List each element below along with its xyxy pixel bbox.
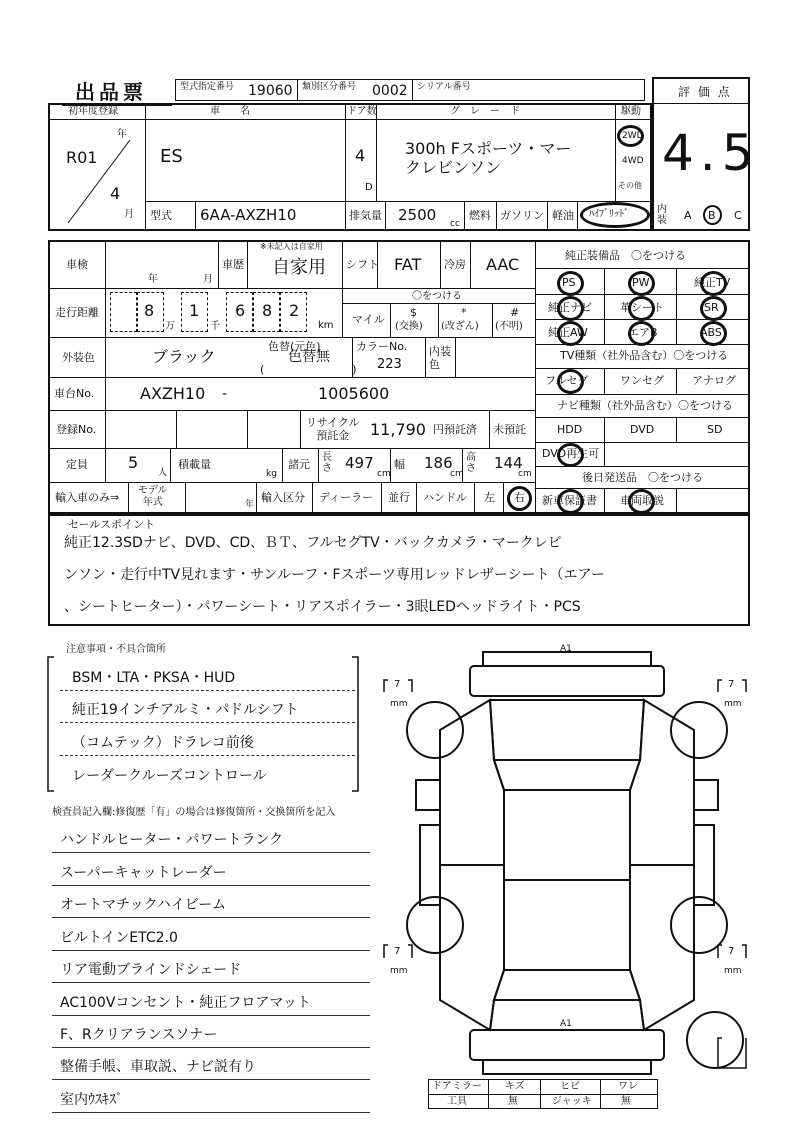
tv-title: TV種類（社外品含む）〇をつける — [560, 349, 729, 362]
equip-aw: 純正AW — [548, 326, 588, 339]
width-cm: cm — [450, 469, 464, 479]
recycle-unit: 円預託済 — [433, 423, 477, 436]
tread-rl-value: 7 — [394, 946, 401, 957]
recycle-pending: 未預託 — [493, 423, 526, 436]
inspection-year-unit: 年 — [148, 274, 158, 285]
load-label: 積載量 — [178, 458, 211, 471]
inspector-line-3: オートマチックハイビーム — [60, 897, 227, 913]
mileage-digit-1: 8 — [144, 301, 155, 320]
width-label: 幅 — [394, 458, 405, 471]
inspector-line-2: スーパーキャットレーダー — [60, 865, 227, 881]
acc-row-3: ジャッキ — [552, 1096, 592, 1107]
import-type-label: 輸入区分 — [261, 491, 305, 504]
navi-dvd-playback-circle — [557, 443, 584, 467]
tread-fl-unit: mm — [390, 699, 408, 709]
equip-sr: SR — [704, 301, 719, 314]
history-note: ※未記入は自家用 — [260, 242, 323, 251]
navi-sd: SD — [707, 423, 723, 436]
serial-label: シリアル番号 — [417, 82, 471, 92]
interior-grade-b: B — [708, 209, 716, 222]
length-value: 497 — [345, 454, 374, 472]
recycle-amount: 11,790 — [370, 420, 426, 439]
acc-header-2: キズ — [505, 1081, 525, 1092]
inspector-line-4: ビルトインETC2.0 — [60, 930, 178, 946]
fuel-hybrid-circle — [580, 202, 650, 228]
equip-airbag: エアB — [628, 326, 658, 339]
fuel-gasoline: ガソリン — [500, 209, 544, 222]
drive-other: その他 — [618, 181, 642, 190]
tread-rr-unit: mm — [724, 966, 742, 976]
handle-left: 左 — [484, 491, 495, 504]
equip-abs-circle — [700, 321, 727, 346]
capacity-value: 5 — [128, 453, 139, 472]
history-label: 車歴 — [222, 258, 244, 271]
tread-rr-value: 7 — [728, 946, 735, 957]
first-reg-year: R01 — [66, 148, 98, 167]
car-body-diagram — [380, 640, 760, 1080]
docs-manual-circle — [628, 489, 655, 514]
model-designation-label: 型式指定番号 — [180, 82, 235, 92]
equip-navi: 純正ナビ — [548, 301, 592, 314]
type-value: 6AA-AXZH10 — [200, 206, 297, 224]
tv-fullseg-circle — [557, 369, 584, 394]
first-reg-month: 4 — [110, 184, 121, 203]
equip-aw-circle — [557, 321, 584, 346]
docs-warranty: 新車保証書 — [542, 494, 597, 507]
front-mark: A1 — [560, 644, 572, 654]
mileage-digit-5: 2 — [289, 301, 300, 320]
equip-abs: ABS — [700, 326, 722, 339]
width-value: 186 — [424, 454, 453, 472]
month-unit: 月 — [124, 209, 134, 220]
navi-dvd: DVD — [630, 423, 655, 436]
tv-fullseg: フルセグ — [545, 374, 589, 387]
drive-2wd-circle — [617, 125, 644, 147]
mileage-digit-3: 6 — [235, 301, 246, 320]
unknown-label: (不明) — [495, 321, 523, 332]
navi-dvd-playback: DVD再生可 — [542, 447, 600, 460]
height-value: 144 — [494, 454, 523, 472]
color-no-label: カラーNo. — [356, 340, 408, 353]
acc-header-1: ドアミラー — [432, 1081, 482, 1092]
history-value: 自家用 — [272, 257, 326, 278]
reg-no-label: 登録No. — [56, 423, 97, 436]
chassis-label: 車台No. — [54, 387, 95, 400]
equip-sr-circle — [700, 296, 727, 321]
interior-grade-a: A — [684, 209, 692, 222]
mileage-km: km — [318, 320, 334, 331]
note-line-1: BSM・LTA・PKSA・HUD — [72, 670, 236, 686]
color-change-value: 色替無 — [288, 349, 330, 365]
ac-label: 冷房 — [444, 258, 466, 271]
acc-row-1: 工具 — [447, 1096, 467, 1107]
exchange-label: (交換) — [395, 321, 423, 332]
equip-tv-circle — [700, 271, 727, 296]
equip-navi-circle — [557, 296, 584, 321]
displacement-value: 2500 — [398, 206, 437, 224]
equip-pw: PW — [632, 276, 650, 289]
inspection-month-unit: 月 — [203, 274, 213, 285]
note-line-3: （コムテック）ドラレコ前後 — [72, 735, 254, 751]
inspector-label: 検査員記入欄:修復歴「有」の場合は修復箇所・交換箇所を記入 — [52, 807, 336, 818]
model-year-unit: 年 — [245, 500, 255, 510]
handle-right: 右 — [514, 491, 525, 504]
tv-oneseg: ワンセグ — [620, 374, 664, 387]
length-label: 長さ — [322, 452, 332, 474]
acc-header-3: ヒビ — [560, 1081, 580, 1092]
equip-tv: 純正TV — [694, 276, 731, 289]
acc-header-4: ワレ — [618, 1081, 638, 1092]
equip-ps-circle — [557, 271, 584, 296]
tread-fr-unit: mm — [724, 699, 742, 709]
doors-label: ドア数 — [347, 106, 377, 117]
shift-label: シフト — [346, 258, 379, 271]
equip-leather: 革シート — [620, 301, 664, 314]
color-no-value: 223 — [377, 357, 402, 372]
doors-suffix: D — [365, 182, 373, 193]
grade-line-1: 300h Fスポーツ・マー — [405, 139, 572, 158]
docs-manual: 車両取説 — [620, 494, 664, 507]
color-label: 外装色 — [62, 351, 95, 364]
car-name: ES — [160, 146, 183, 167]
grade-line-2: クレビンソン — [405, 158, 502, 177]
capacity-label: 定員 — [66, 458, 88, 471]
chassis-dash: - — [222, 386, 228, 402]
docs-title: 後日発送品 〇をつける — [582, 471, 703, 484]
car-name-label: 車 名 — [210, 106, 250, 117]
shift-value: FAT — [394, 255, 422, 274]
notes-label: 注意事項・不具合箇所 — [66, 644, 166, 655]
chassis-number: 1005600 — [318, 384, 390, 403]
chassis-prefix: AXZH10 — [140, 384, 206, 403]
length-cm: cm — [377, 469, 391, 479]
dims-label: 諸元 — [288, 458, 310, 471]
mile-label: マイル — [352, 313, 385, 326]
rear-mark: A1 — [560, 1019, 572, 1029]
color-value: ブラック — [152, 347, 216, 366]
sales-point-line-1: 純正12.3SDナビ、DVD、CD、ＢＴ、フルセグTV・バックカメラ・マークレビ — [64, 535, 562, 551]
handle-label: ハンドル — [423, 491, 467, 504]
inspector-line-1: ハンドルヒーター・パワートランク — [60, 832, 284, 848]
unknown-symbol: # — [510, 306, 520, 319]
recycle-label: リサイクル 預託金 — [306, 416, 360, 442]
mileage-digit-2: 1 — [189, 301, 200, 320]
mileage-digit-4: 8 — [262, 301, 273, 320]
sales-point-line-2: ンソン・走行中TV見れます・サンルーフ・Fスポーツ専用レッドレザーシート（エアー — [64, 567, 606, 583]
ac-value: AAC — [486, 255, 520, 274]
capacity-unit: 人 — [158, 468, 168, 478]
equipment-title: 純正装備品 〇をつける — [565, 249, 686, 262]
first-reg-label: 初年度登録 — [68, 106, 118, 117]
inspector-line-9: 室内ｳｽｷｽﾞ — [60, 1092, 123, 1108]
sales-point-line-3: 、シートヒーター）・パワーシート・リアスポイラー・3眼LEDヘッドライト・PCS — [64, 599, 581, 615]
mileage-sen: 千 — [210, 321, 220, 332]
interior-grade-c: C — [734, 209, 742, 222]
mileage-man: 万 — [165, 321, 175, 332]
tampered-symbol: * — [461, 306, 467, 319]
score-value: 4.5 — [662, 124, 760, 182]
tread-fl-value: 7 — [394, 679, 401, 690]
import-parallel: 並行 — [388, 491, 410, 504]
equip-ps: PS — [562, 276, 576, 289]
inspection-label: 車検 — [66, 258, 88, 271]
height-label: 高さ — [466, 452, 476, 474]
header-ids-row — [175, 79, 645, 101]
equip-airbag-circle — [628, 321, 655, 346]
fuel-diesel: 軽油 — [552, 209, 574, 222]
color-change-label: 色替(元色) — [268, 340, 321, 353]
type-label: 型式 — [150, 209, 172, 222]
navi-hdd: HDD — [557, 423, 583, 436]
drive-label: 駆動 — [621, 106, 641, 117]
category-value: 0002 — [372, 83, 408, 99]
displacement-label: 排気量 — [349, 209, 382, 222]
tampered-label: (改ざん) — [441, 321, 479, 332]
acc-row-2: 無 — [508, 1096, 518, 1107]
mileage-label: 走行距離 — [55, 306, 99, 319]
inspector-line-5: リア電動ブラインドシェード — [60, 962, 242, 978]
exchange-symbol: $ — [410, 306, 417, 319]
interior-color-label: 内装 色 — [429, 345, 451, 371]
model-year-label: モデル 年式 — [138, 485, 168, 508]
fuel-hybrid: ﾊｲﾌﾞﾘｯﾄﾞ — [589, 209, 629, 220]
model-designation-value: 19060 — [248, 83, 293, 99]
tread-fr-value: 7 — [728, 679, 735, 690]
mileage-circle-note: 〇をつける — [412, 291, 462, 302]
note-line-4: レーダークルーズコントロール — [72, 768, 267, 784]
note-line-2: 純正19インチアルミ・パドルシフト — [72, 702, 299, 718]
inspector-line-8: 整備手帳、車取説、ナビ説有り — [60, 1059, 256, 1075]
page-title: 出品票 — [75, 80, 147, 104]
navi-title: ナビ種類（社外品含む）〇をつける — [557, 399, 733, 412]
docs-warranty-circle — [557, 489, 584, 514]
equip-leather-circle — [628, 296, 655, 321]
tread-rl-unit: mm — [390, 966, 408, 976]
acc-row-4: 無 — [621, 1096, 631, 1107]
fuel-label: 燃料 — [469, 209, 491, 222]
interior-label: 内 装 — [657, 204, 667, 226]
equip-pw-circle — [628, 271, 655, 296]
displacement-unit: cc — [450, 219, 460, 229]
score-label: 評 価 点 — [678, 85, 732, 99]
import-dealer: ディーラー — [319, 491, 374, 504]
grade-label: グ レ ー ド — [450, 106, 520, 117]
doors-value: 4 — [355, 146, 366, 165]
drive-2wd: 2WD — [622, 131, 644, 141]
year-unit: 年 — [117, 129, 127, 140]
height-cm: cm — [518, 469, 532, 479]
import-label: 輸入車のみ⇒ — [55, 491, 120, 504]
load-unit: kg — [266, 469, 277, 479]
inspector-line-6: AC100Vコンセント・純正フロアマット — [60, 995, 311, 1011]
handle-right-circle — [507, 486, 532, 511]
inspector-line-7: F、Rクリアランスソナー — [60, 1027, 218, 1043]
category-label: 類別区分番号 — [302, 82, 357, 92]
interior-b-circle — [703, 205, 722, 225]
tv-analog: アナログ — [692, 374, 736, 387]
color-change-paren: ( ) — [260, 363, 357, 376]
sales-points-label: セールスポイント — [68, 518, 156, 531]
drive-4wd: 4WD — [622, 156, 644, 166]
